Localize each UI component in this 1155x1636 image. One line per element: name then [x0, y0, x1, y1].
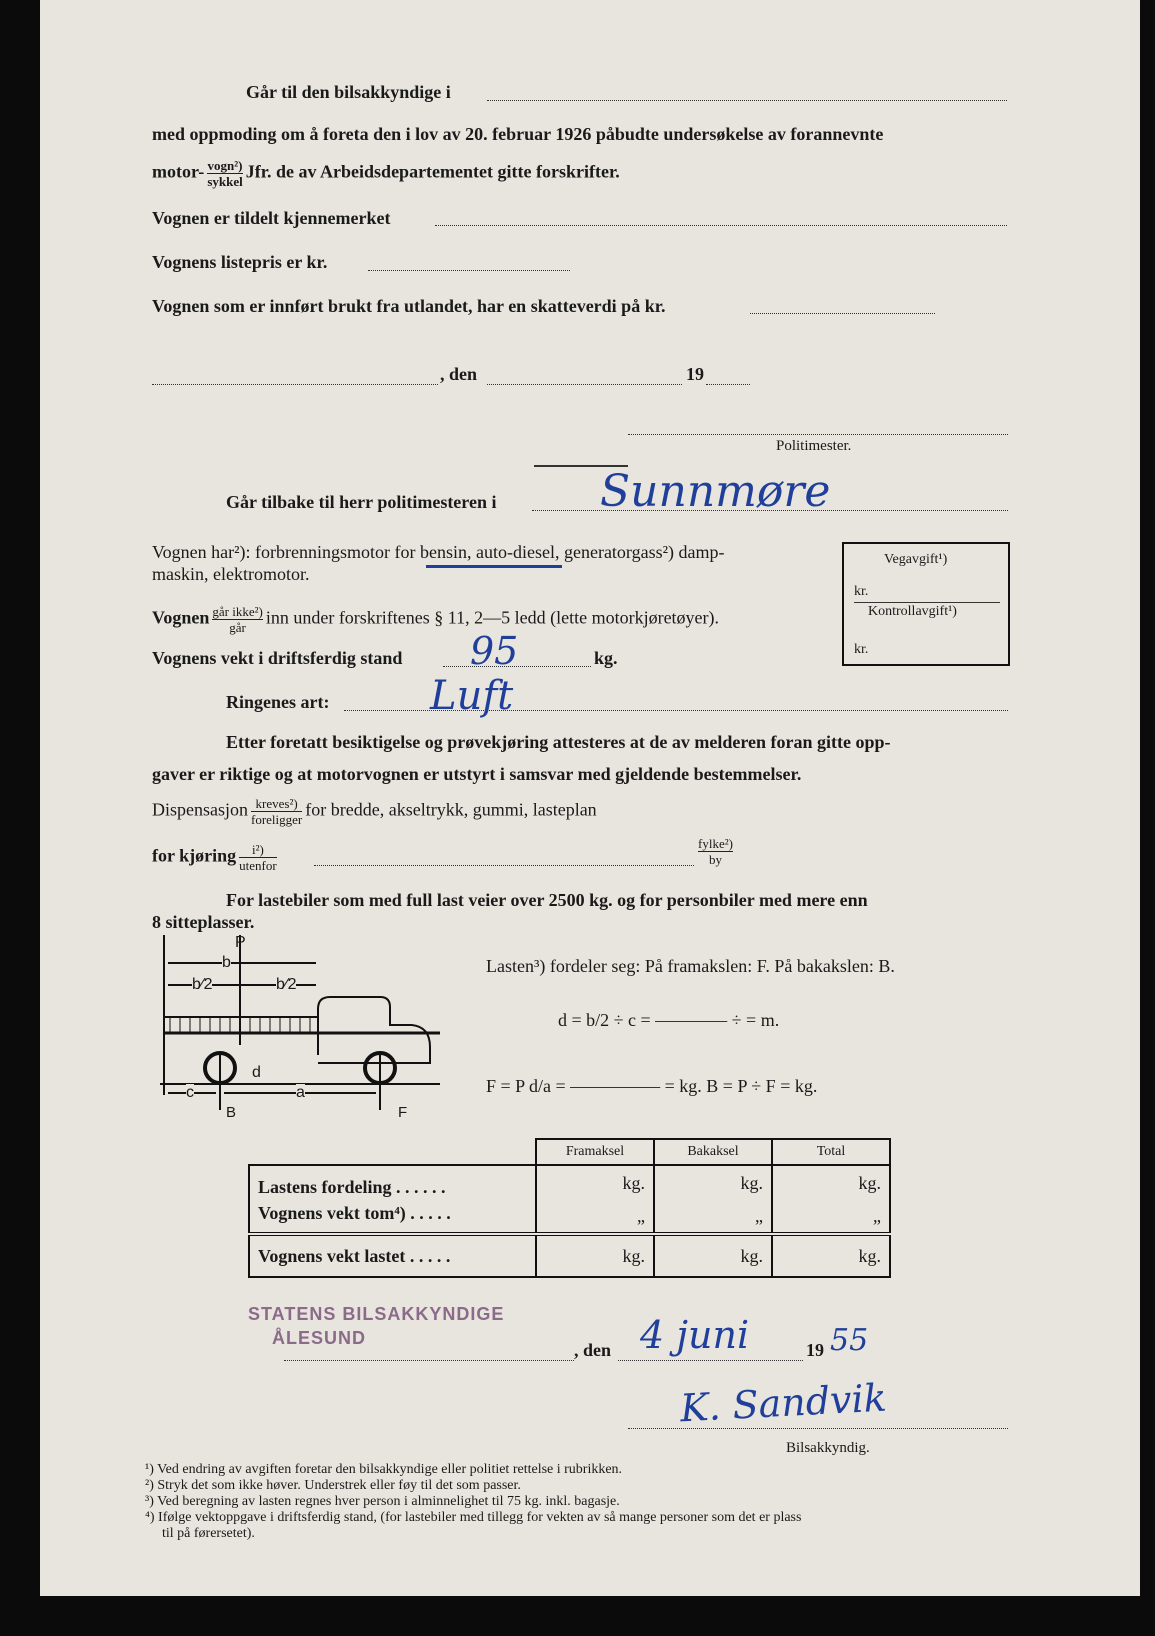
stamp-line-1: STATENS BILSAKKYNDIGE — [248, 1304, 505, 1324]
line-tilbake: Går tilbake til herr politimesteren i — [226, 492, 497, 512]
den-label-1: , den — [440, 364, 478, 384]
field-kjoring[interactable] — [314, 865, 694, 866]
attest-2: gaver er riktige og at motorvognen er utstyrt i samsvar med gjeldende bestemmelser. — [152, 764, 802, 784]
line-har-2: maskin, elektromotor. — [152, 564, 310, 584]
line-bilsakkyndige: Går til den bilsakkyndige i — [246, 82, 451, 102]
cell-bakaksel[interactable]: kg. — [654, 1165, 772, 1200]
kj-prefix: for kjøring — [152, 845, 237, 866]
vegavgift-kr: kr. — [854, 584, 869, 599]
disp-suffix: for bredde, akseltrykk, gummi, lasteplan — [305, 799, 597, 820]
handwritten-sunnmore: Sunnmøre — [600, 466, 831, 517]
field-listepris[interactable] — [368, 270, 570, 271]
footnote-3: ³) Ved beregning av lasten regnes hver person i alminnelighet til 75 kg. inkl. bagasje. — [145, 1494, 620, 1509]
handwritten-underline — [426, 565, 562, 568]
field-kjennemerket[interactable] — [435, 225, 1007, 226]
box-divider — [854, 602, 1000, 603]
handwritten-vekt: 95 — [470, 629, 519, 673]
frac-gar: går — [229, 620, 246, 635]
cell-framaksel[interactable]: „ — [536, 1200, 654, 1234]
frac-utenfor: utenfor — [239, 858, 277, 873]
lasten-text: Lasten³) fordeler seg: På framakslen: F. På bakakslen: B. — [486, 956, 895, 976]
diagram-F: F — [398, 1104, 408, 1121]
cell-bakaksel[interactable]: „ — [654, 1200, 772, 1234]
field-place-2[interactable] — [284, 1360, 574, 1361]
diagram-c: c — [186, 1084, 194, 1101]
gar-prefix: Vognen — [152, 607, 210, 628]
line-listepris: Vognens listepris er kr. — [152, 252, 328, 272]
frac-sykkel: sykkel — [207, 174, 243, 189]
cell-framaksel[interactable]: kg. — [536, 1234, 654, 1277]
frac-fylke-by — [698, 836, 733, 867]
year-label-2: 19 — [806, 1340, 824, 1360]
handwritten-ringenes: Luft — [430, 673, 514, 719]
footnote-4: ⁴) Ifølge vektoppgave i driftsferdig stand, (for lastebiler med tillegg for vekten av så mange personer som det er plass — [145, 1510, 802, 1525]
diagram-b2-right: b⁄2 — [276, 976, 297, 993]
table-row — [249, 1165, 890, 1200]
disp-prefix: Dispensasjon — [152, 799, 248, 820]
row-label: Lastens fordeling . . . . . . — [249, 1165, 536, 1200]
line-kjennemerket: Vognen er tildelt kjennemerket — [152, 208, 391, 228]
col-framaksel: Framaksel — [536, 1139, 654, 1165]
frac-by: by — [708, 852, 722, 867]
frac-fylke: fylke²) — [698, 836, 733, 851]
field-date-2[interactable] — [618, 1360, 803, 1361]
frac-foreligger: foreligger — [251, 812, 303, 827]
laste-1: For lastebiler som med full last veier over 2500 kg. og for personbiler med mere enn — [226, 890, 868, 910]
cell-total[interactable]: kg. — [772, 1234, 890, 1277]
row-label: Vognens vekt lastet . . . . . — [249, 1234, 536, 1277]
diagram-d: d — [252, 1064, 261, 1081]
vekt-unit: kg. — [594, 648, 618, 668]
avgift-box — [842, 542, 1010, 666]
line-kjoring — [152, 842, 280, 873]
diagram-b: b — [222, 954, 231, 971]
stamp-line-2: ÅLESUND — [272, 1328, 367, 1348]
table-row — [249, 1234, 890, 1277]
official-stamp — [248, 1302, 504, 1350]
footnote-1: ¹) Ved endring av avgiften foretar den bilsakkyndige eller politiet rettelse i rubrikken. — [145, 1462, 623, 1477]
cell-framaksel[interactable]: kg. — [536, 1165, 654, 1200]
vekt-label: Vognens vekt i driftsferdig stand — [152, 648, 403, 668]
field-year-1[interactable] — [706, 384, 750, 385]
kontrollavgift-label: Kontrollavgift¹) — [868, 604, 957, 619]
vegavgift-label: Vegavgift¹) — [884, 552, 948, 567]
handwritten-signature: K. Sandvik — [678, 1375, 888, 1431]
frac-gar-ikke: går ikke²) — [212, 604, 263, 619]
row-label: Vognens vekt tom⁴) . . . . . — [249, 1200, 536, 1234]
motor-prefix: motor- — [152, 161, 205, 182]
motor-suffix: Jfr. de av Arbeidsdepartementet gitte forskrifter. — [245, 161, 620, 182]
load-table — [248, 1138, 891, 1278]
diagram-b2-left: b⁄2 — [192, 976, 213, 993]
gar-suffix: inn under forskriftenes § 11, 2—5 ledd (lette motorkjøretøyer). — [265, 607, 720, 628]
field-place-1[interactable] — [152, 384, 438, 385]
attest-1: Etter foretatt besiktigelse og prøvekjøring attesteres at de av melderen foran gitte opp- — [226, 732, 891, 752]
col-bakaksel: Bakaksel — [654, 1139, 772, 1165]
col-total: Total — [772, 1139, 890, 1165]
bilsakkyndig-label: Bilsakkyndig. — [786, 1440, 870, 1456]
cell-total[interactable]: „ — [772, 1200, 890, 1234]
field-bilsakkyndige[interactable] — [487, 100, 1007, 101]
line-har-1: Vognen har²): forbrenningsmotor for bensin, auto-diesel, generatorgass²) damp- — [152, 542, 725, 562]
cell-bakaksel[interactable]: kg. — [654, 1234, 772, 1277]
handwritten-year: 55 — [830, 1323, 869, 1358]
diagram-B: B — [226, 1104, 237, 1121]
footnote-2: ²) Stryk det som ikke høver. Understrek eller føy til det som passer. — [145, 1478, 521, 1493]
den-label-2: , den — [574, 1340, 612, 1360]
line-skatteverdi: Vognen som er innført brukt fra utlandet, har en skatteverdi på kr. — [152, 296, 666, 316]
footnote-4-cont: til på førersetet). — [162, 1526, 255, 1541]
line-gar — [152, 604, 719, 635]
formula-d: d = b/2 ÷ c = ———— ÷ = m. — [558, 1010, 780, 1030]
frac-vogn: vogn²) — [207, 158, 243, 173]
laste-2: 8 sitteplasser. — [152, 912, 255, 932]
formula-f: F = P d/a = ————— = kg. B = P ÷ F = kg. — [486, 1076, 818, 1096]
kontrollavgift-kr: kr. — [854, 642, 869, 657]
corner — [249, 1139, 536, 1165]
field-politimester-sign[interactable] — [628, 434, 1008, 435]
diagram-a: a — [296, 1084, 305, 1101]
line-oppmoding: med oppmoding om å foreta den i lov av 20. februar 1926 påbudte undersøkelse av forannevnte — [152, 124, 884, 144]
line-dispensasjon — [152, 796, 597, 827]
year-label-1: 19 — [686, 364, 704, 384]
cell-total[interactable]: kg. — [772, 1165, 890, 1200]
ringenes-label: Ringenes art: — [226, 692, 330, 712]
field-date-1[interactable] — [487, 384, 682, 385]
politimester-label: Politimester. — [776, 438, 852, 454]
frac-kreves: kreves²) — [251, 796, 302, 812]
field-skatteverdi[interactable] — [750, 313, 935, 314]
line-motor — [152, 158, 620, 189]
table-row — [249, 1200, 890, 1234]
handwritten-date: 4 juni — [640, 1313, 750, 1357]
diagram-p: P — [235, 934, 246, 951]
frac-i: i²) — [239, 842, 277, 858]
